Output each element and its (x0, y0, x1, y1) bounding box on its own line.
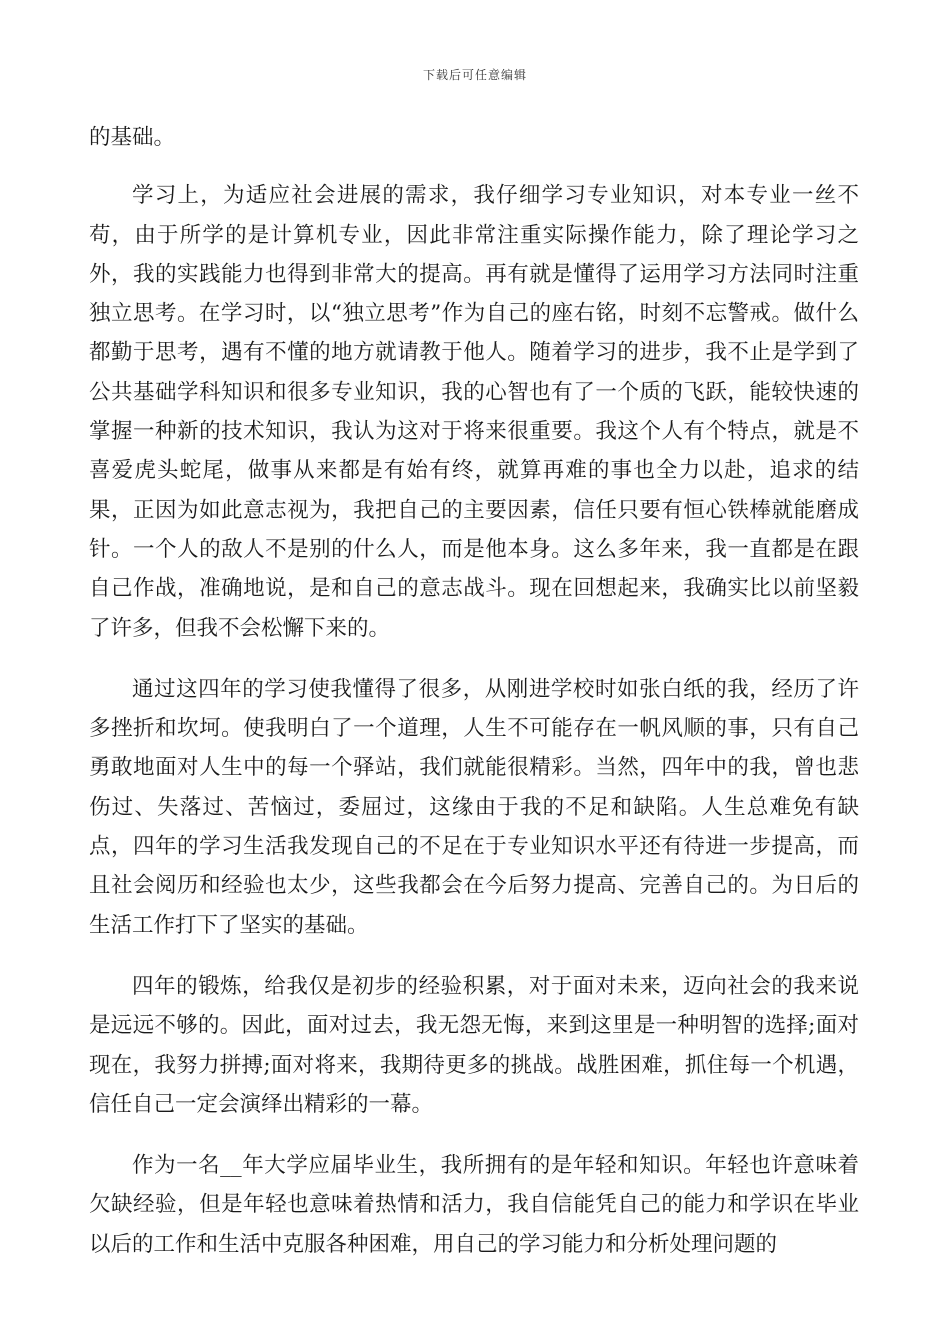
document-body (89, 118, 859, 1286)
paragraph-study: 学习上，为适应社会进展的需求，我仔细学习专业知识，对本专业一丝不苟，由于所学的是计算机专业，因此非常注重实际操作能力，除了理论学习之外，我的实践能力也得到非常大的提高。再有就是懂得了运用学习方法同时注重独立思考。在学习时，以“独立思考”作为自己的座右铭，时刻不忘警戒。做什么都勤于思考，遇有不懂的地方就请教于他人。随着学习的进步，我不止是学到了公共基础学科知识和很多专业知识，我的心智也有了一个质的飞跃，能较快速的掌握一种新的技术知识，我认为这对于将来很重要。我这个人有个特点，就是不喜爱虎头蛇尾，做事从来都是有始有终，就算再难的事也全力以赴，追求的结果，正因为如此意志视为，我把自己的主要因素，信任只要有恒心铁棒就能磨成针。一个人的敌人不是别的什么人，而是他本身。这么多年来，我一直都是在跟自己作战，准确地说，是和自己的意志战斗。现在回想起来，我确实比以前坚毅了许多，但我不会松懈下来的。 (89, 183, 859, 641)
paragraph-four-years: 通过这四年的学习使我懂得了很多，从刚进学校时如张白纸的我，经历了许多挫折和坎坷。使我明白了一个道理，人生不可能存在一帆风顺的事，只有自己勇敢地面对人生中的每一个驿站，我们就能很精彩。当然，四年中的我，曾也悲伤过、失落过、苦恼过，委屈过，这缘由于我的不足和缺陷。人生总难免有缺点，四年的学习生活我发现自己的不足在于专业知识水平还有待进一步提高，而且社会阅历和经验也太少，这些我都会在今后努力提高、完善自己的。为日后的生活工作打下了坚实的基础。 (89, 676, 859, 938)
paragraph-training: 四年的锻炼，给我仅是初步的经验积累，对于面对未来，迈向社会的我来说是远远不够的。因此，面对过去，我无怨无悔，来到这里是一种明智的选择;面对现在，我努力拼搏;面对将来，我期待更多的挑战。战胜困难，抓住每一个机遇，信任自己一定会演绎出精彩的一幕。 (89, 973, 859, 1117)
paragraph-graduate: 作为一名__年大学应届毕业生，我所拥有的是年轻和知识。年轻也许意味着欠缺经验，但是年轻也意味着热情和活力，我自信能凭自己的能力和学识在毕业以后的工作和生活中克服各种困难，用自己的学习能力和分析处理问题的 (89, 1153, 859, 1257)
page-header: 下载后可任意编辑 (422, 68, 527, 82)
paragraph-continuation: 的基础。 (89, 125, 176, 150)
